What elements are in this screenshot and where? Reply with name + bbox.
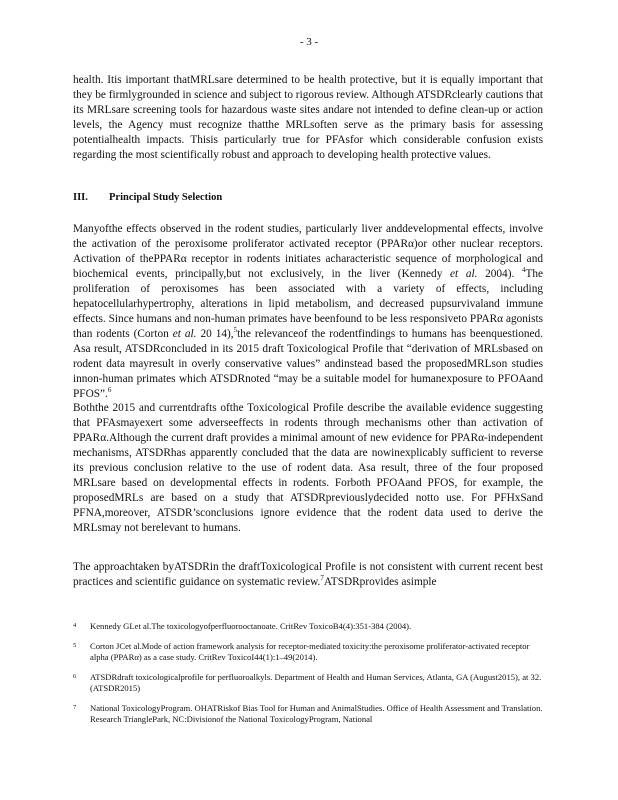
- footnote: [73, 641, 543, 664]
- page-number: - 3 -: [299, 36, 319, 48]
- footnote: [73, 621, 543, 633]
- p2-text-c: The proliferation of peroxisomes has been associated with a variety of effects, including hepatocellularhypertrophy, alterations in lipid metabolism, and decreased pupsurvivaland immune effects. Since humans and non-human primates have beenfound to be less responsiveto PPARα agonists than rodents (Corton: [73, 268, 544, 340]
- paragraph-ppar-activation: [73, 222, 543, 402]
- section-numeral: III.: [73, 192, 88, 203]
- p2-text-b: 2004).: [485, 268, 515, 280]
- paragraph-mrl-protective: health. Itis important thatMRLsare determined to be health protective, but it is equally important that they be firmlygrounded in science and subject to rigorous review. Although ATSDRclearly cautions that its MRLsare screening tools for hazardous waste sites andare not intended to define clean-up or action levels, the Agency must recognize thatthe MRLsoften serve as the primary basis for assessing potentialhealth impacts. Thisis particularly true for PFAsfor which considerable confusion exists regarding the most scientifically robust and approach to developing health protective values.: [73, 74, 543, 161]
- footnote-number: 5: [73, 641, 77, 649]
- footnote-text: National ToxicologyProgram. OHATRiskof Bias Tool for Human and AnimalStudies. Office of Health Assessment and Translation. Research TrianglePark, NC:Divisionof the National ToxicologyProgram, National: [90, 702, 543, 724]
- p4-text-a: The approachtaken byATSDRin the draftToxicological Profile is not consistent with current recent best practices and scientific guidance on systematic review.: [73, 561, 543, 588]
- p2-etal-2: et al.: [172, 328, 197, 340]
- footnote-ref-4: 4: [521, 266, 526, 275]
- p2-text-d: 20 14),: [200, 328, 234, 340]
- footnote: [73, 672, 543, 695]
- footnote-text: ATSDRdraft toxicologicalprofile for perfluoroalkyls. Department of Health and Human Services, Atlanta, GA (August2015), at 32. (ATSDR2015): [90, 671, 542, 693]
- footnote-ref-5: 5: [233, 326, 238, 335]
- p2-text-e: the relevanceof the rodentfindings to humans has beenquestioned. Asa result, ATSDRconcluded in its 2015 draft Toxicological Profile that “derivation of MRLsbased on rodent data mayresult in overly conservative values” andinstead based the proposedMRLson studies innon-human primates which ATSDRnoted “may be a suitable model for humanexposure to PFOAand PFOS”.: [73, 328, 544, 400]
- section-title: Principal Study Selection: [109, 192, 223, 203]
- footnotes-section: [73, 621, 543, 734]
- section-heading: [73, 192, 222, 203]
- footnote-text: Kennedy GLet al.The toxicologyofperfluorooctanoate. CritRev ToxicoB4(4):351-384 (2004).: [90, 621, 412, 631]
- footnote-ref-7: 7: [320, 574, 324, 583]
- footnote-text: Corton JCet al.Mode of action framework analysis for receptor-mediated toxicity:the peroxisome proliferator-activated receptor alpha (PPARα) as a case study. CritRev ToxicoI44(1):1–49(2014).: [90, 640, 530, 662]
- footnote-number: 6: [73, 672, 77, 680]
- footnote-number: 7: [73, 703, 77, 711]
- footnote: [73, 703, 543, 726]
- p2-text-a: Manyofthe effects observed in the rodent studies, particularly liver anddevelopmental effects, involve the activation of the peroxisome proliferator activated receptor (PPARα)or other nuclear receptors. Activation of thePPARα receptor in rodents initiates acharacteristic sequence of morphological and biochemical events, principally,but not exclusively, in the liver (Kennedy: [73, 223, 543, 280]
- p2-etal-1: et al.: [450, 268, 478, 280]
- p4-text-b: ATSDRprovides asimple: [323, 576, 437, 588]
- paragraph-toxicological-drafts: Boththe 2015 and currentdrafts ofthe Toxicological Profile describe the available evidence suggesting that PFAsmayexert some adverseeffects in rodents through mechanisms other than activation of PPARα.Although the current draft provides a minimal amount of new evidence for PPARα-independent mechanisms, ATSDRhas apparently concluded that the data are nowinexplicably sufficient to reverse its previous conclusion relative to the use of rodent data. Asa result, three of the four proposed MRLsare based on developmental effects in rodents. Forboth PFOAand PFOS, for example, the proposedMRLs are based on a study that ATSDRpreviouslydecided notto use. For PFHxSand PFNA,moreover, ATSDR’sconclusions ignore evidence that the rodent data used to derive the MRLsmay not berelevant to humans.: [73, 402, 543, 534]
- paragraph-approach: [73, 560, 543, 590]
- footnote-number: 4: [73, 622, 77, 629]
- footnote-ref-6: 6: [107, 386, 112, 395]
